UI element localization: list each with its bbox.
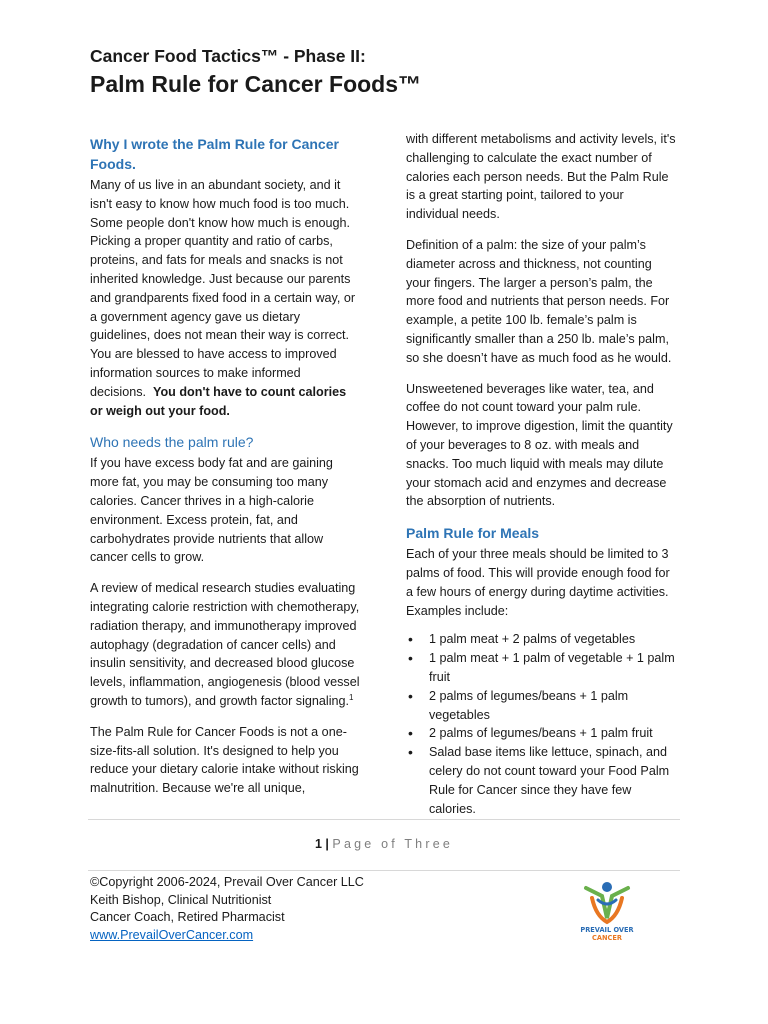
meal-examples-list [406, 630, 678, 818]
section-heading-why: Why I wrote the Palm Rule for Cancer Foods. [90, 136, 339, 172]
section-heading-who: Who needs the palm rule? [90, 434, 254, 451]
website-link[interactable]: www.PrevailOverCancer.com [90, 927, 254, 942]
left-column [90, 134, 362, 798]
paragraph-research [90, 579, 362, 711]
section-heading-meals: Palm Rule for Meals [406, 525, 540, 542]
document-subtitle: Cancer Food Tactics™ - Phase II: [90, 46, 366, 66]
paragraph-meals: Each of your three meals should be limited to 3 palms of food. This will provide enough food for a few hours of energy during daytime activities. Examples include: [406, 547, 670, 618]
list-item: • 2 palms of legumes/beans + 1 palm fruit [406, 724, 678, 743]
list-item: • 1 palm meat + 1 palm of vegetable + 1 palm fruit [406, 649, 678, 687]
paragraph-research-text: A review of medical research studies evaluating integrating calorie restriction with chemotherapy, radiation therapy, and immunotherapy improved autophagy (degradation of cancer cells) and insulin sensitivity, and decreased blood glucose levels, inflammation, angiogenesis (blood vessel growth to tumors), and growth factor signaling. [90, 581, 360, 708]
paragraph-why-bold: You don't have to count calories or weigh out your food. [90, 384, 347, 418]
list-item: • Salad base items like lettuce, spinach, and celery do not count toward your Food Palm Rule for Cancer since they have few calories. [406, 743, 678, 818]
page-number-value: 1 [314, 837, 322, 851]
logo-text-cancer: CANCER [592, 934, 622, 942]
paragraph-palm-definition: Definition of a palm: the size of your palm’s diameter across and thickness, not counting your fingers. The larger a person’s palm, the more food and nutrients that person needs. For example, a petite 100 lb. female’s palm is significantly smaller than a 250 lb. male’s palm, so she doesn’t have as much food as he would. [406, 237, 672, 365]
right-column [406, 130, 678, 818]
paragraph-who: If you have excess body fat and are gaining more fat, you may be consuming too many calories. Cancer thrives in a high-calorie environment. Excess protein, fat, and carbohydrates provide nutrients that allow cancer cells to grow. [90, 456, 333, 565]
document-title: Palm Rule for Cancer Foods™ [90, 71, 422, 97]
logo-figure-icon [574, 878, 640, 928]
footnote-marker: 1 [349, 692, 354, 702]
list-item: • 1 palm meat + 2 palms of vegetables [406, 630, 678, 649]
paragraph-why-text: Many of us live in an abundant society, and it isn't easy to know how much food is too much. Some people don't know how much is enough. Picking a proper quantity and ratio of carbs, proteins, and fats for meals and snacks is not inherited knowledge. Just because our parents and grandparents fixed food in a certain way, or a government agency gave us dietary guidelines, does not mean their way is correct. You are blessed to have access to improved information sources to make informed decisions. [90, 178, 356, 399]
page-number-separator: | [325, 837, 329, 851]
copyright-text: ©Copyright 2006-2024, Prevail Over Cancer LLC [90, 875, 364, 889]
author-role: Cancer Coach, Retired Pharmacist [90, 910, 285, 925]
paragraph-why [90, 176, 362, 420]
prevail-over-cancer-logo [574, 878, 640, 948]
logo-text-prevail: PREVAIL OVER [580, 926, 634, 934]
paragraph-beverages: Unsweetened beverages like water, tea, and coffee do not count toward your palm rule. However, to improve digestion, limit the quantity of your beverages to 8 oz. with meals and snacks. Too much liquid with meals may dilute your stomach acid and enzymes and decrease the absorption of nutrients. [406, 381, 673, 509]
footer-divider-bottom [88, 870, 680, 871]
author-name: Keith Bishop, Clinical Nutritionist [90, 892, 272, 907]
page-number [0, 837, 768, 851]
paragraph-metabolisms: with different metabolisms and activity levels, it's challenging to calculate the exact number of calories each person needs. But the Palm Rule is a great starting point, tailored to your individual needs. [406, 132, 676, 222]
list-item: • 2 palms of legumes/beans + 1 palm vegetables [406, 687, 678, 725]
footer-divider-top [88, 819, 680, 820]
footer [90, 874, 364, 944]
page-number-label: Page of Three [332, 837, 453, 851]
document-header [90, 44, 690, 100]
paragraph-not-one-size: The Palm Rule for Cancer Foods is not a one-size-fits-all solution. It's designed to help you reduce your dietary calorie intake without risking malnutrition. Because we're all unique, [90, 724, 359, 796]
